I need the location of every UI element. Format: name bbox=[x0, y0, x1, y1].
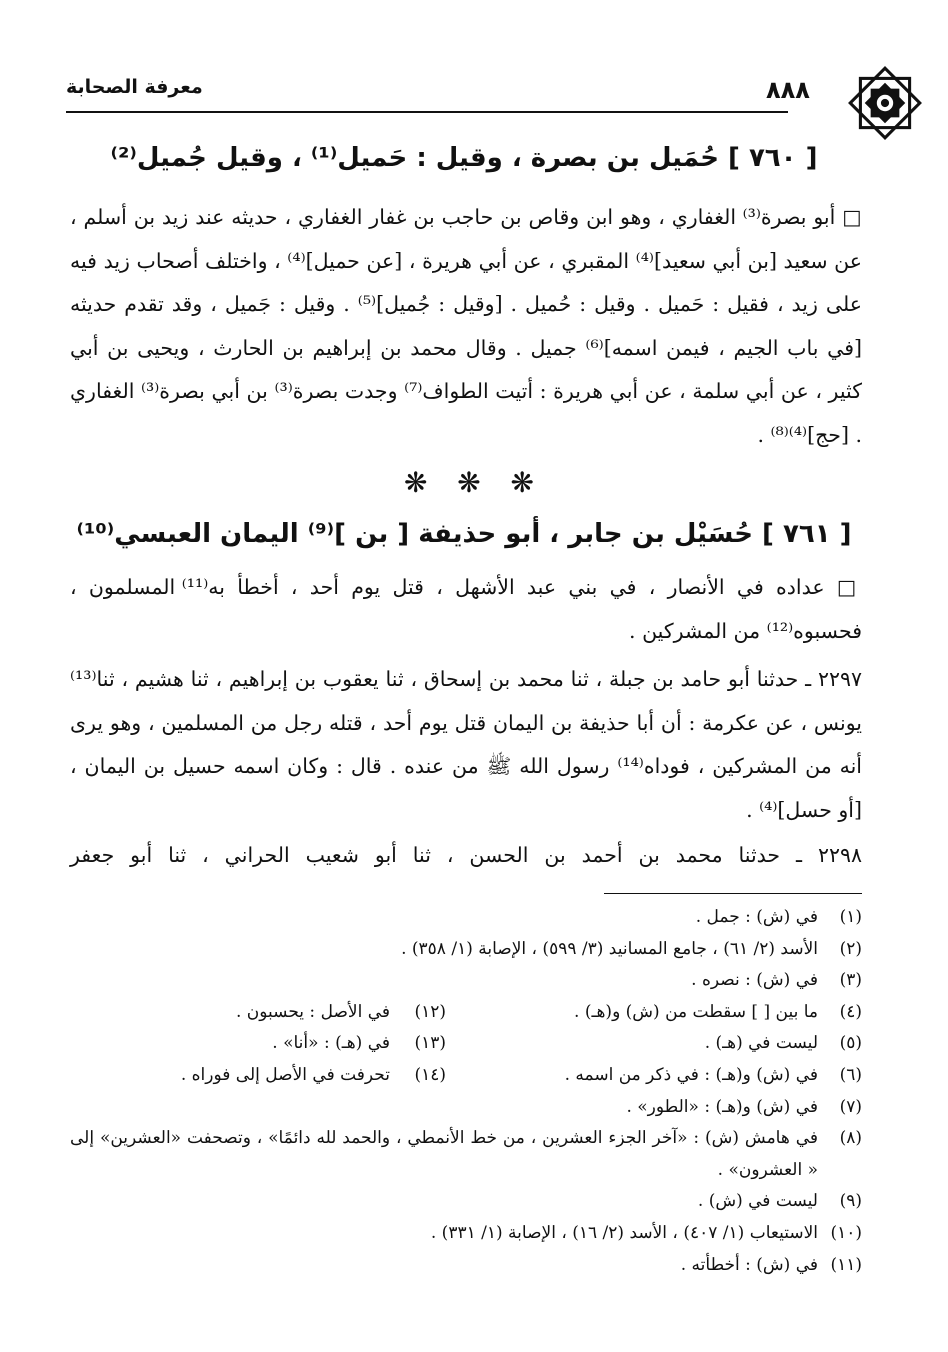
footnote: (١٠) الاستيعاب (١/ ٤٠٧) ، الأسد (٢/ ١٦) ، الإصابة (١/ ٣٣١) . bbox=[430, 1222, 862, 1243]
footnote-row: (٦) في (ش) و(هـ) : في ذكر من اسمه . (١٤) تحرفت في الأصل إلى فوراه . bbox=[70, 1060, 862, 1092]
entry-paragraph: □ عداده في الأنصار ، في بني عبد الأشهل ، قتل يوم أحد ، أخطأ به⁽¹¹⁾ المسلمون ، فحسبوه⁽¹²⁾ من المشركين . bbox=[70, 575, 862, 643]
footnote: في (ش) و(هـ) : في ذكر من اسمه . bbox=[564, 1064, 818, 1085]
footnote: ما بين [ ] سقطت من (ش) و(هـ) . bbox=[574, 1001, 818, 1022]
footnote: تحرفت في الأصل إلى فوراه . bbox=[180, 1064, 390, 1085]
entry-heading: [ ٧٦٠ ] حُمَيل بن بصرة ، وقيل : حَميل⁽¹⁾ ، وقيل جُميل⁽²⁾ bbox=[110, 143, 818, 173]
footnote: (٣) في (ش) : نصره . bbox=[691, 970, 862, 991]
running-title: معرفة الصحابة bbox=[66, 76, 203, 98]
ornament-icon bbox=[844, 62, 926, 144]
footnote-row: (٥) ليست في (هـ) . (١٣) في (هـ) : «أنا» . bbox=[70, 1028, 862, 1060]
page-number: ٨٨٨ bbox=[766, 76, 810, 104]
footnote-row: (٤) ما بين [ ] سقطت من (ش) و(هـ) . (١٢) في الأصل : يحسبون . bbox=[70, 997, 862, 1029]
footnote: في (هـ) : «أنا» . bbox=[272, 1033, 390, 1054]
page-header bbox=[66, 70, 878, 110]
hadith-paragraph: ٢٢٩٧ ـ حدثنا أبو حامد بن جبلة ، ثنا محمد بن إسحاق ، ثنا يعقوب بن إبراهيم ، ثنا هشيم ، ثنا⁽¹³⁾ يونس ، عن عكرمة : أن أبا حذيفة بن اليمان قتل يوم أحد ، قتله رجل من المسلمين ، وهو يرى أنه من المشركين ، فوداه⁽¹⁴⁾ رسول الله ﷺ من عنده . قال : وكان اسمه حسيل بن اليمان ، [أو حسل]⁽⁴⁾ . bbox=[70, 667, 862, 822]
footnote-rule bbox=[604, 893, 862, 894]
footnote: ليست في (هـ) . bbox=[704, 1033, 818, 1054]
footnote: (٨) في هامش (ش) : «آخر الجزء العشرين ، من خط الأنمطي ، والحمد لله دائمًا» ، وتصحفت «العشرين» إلى « العشرون» . bbox=[70, 1128, 862, 1180]
footnote: (١) في (ش) : جمل . bbox=[695, 907, 862, 927]
header-rule bbox=[66, 111, 788, 113]
hadith-paragraph: ٢٢٩٨ ـ حدثنا محمد بن أحمد بن الحسن ، ثنا أبو شعيب الحراني ، ثنا أبو جعفر bbox=[70, 843, 862, 867]
footnote: (١١) في (ش) : أخطأته . bbox=[680, 1254, 862, 1275]
footnote: (٧) في (ش) و(هـ) : «الطور» . bbox=[626, 1096, 862, 1117]
footnotes bbox=[70, 902, 862, 1281]
footnote: (٩) ليست في (ش) . bbox=[697, 1191, 862, 1212]
section-separator: ❋ ❋ ❋ bbox=[404, 466, 544, 499]
entry-heading: [ ٧٦١ ] حُسَيْل بن جابر ، أبو حذيفة [ بن ]⁽⁹⁾ اليمان العبسي⁽¹⁰⁾ bbox=[76, 519, 852, 549]
footnote: في الأصل : يحسبون . bbox=[235, 1001, 390, 1022]
footnote: (٢) الأسد (٢/ ٦١) ، جامع المسانيد (٣/ ٥٩٩) ، الإصابة (١/ ٣٥٨) . bbox=[401, 938, 862, 959]
entry-paragraph: □ أبو بصرة⁽³⁾ الغفاري ، وهو ابن وقاص بن حاجب بن غفار الغفاري ، حديثه عند زيد بن أسلم ، عن سعيد [بن أبي سعيد]⁽⁴⁾ المقبري ، عن أبي هريرة ، [عن حميل]⁽⁴⁾ ، واختلف أصحاب زيد فيه على زيد ، فقيل : حَميل . وقيل : حُميل . [وقيل : جُميل]⁽⁵⁾ . وقيل : جَميل ، وقد تقدم حديثه [في باب الجيم ، فيمن اسمه]⁽⁶⁾ جميل . وقال محمد بن إبراهيم بن الحارث ، ويحيى بن أبي كثير ، عن أبي سلمة ، عن أبي هريرة : أتيت الطواف⁽⁷⁾ وجدت بصرة⁽³⁾ بن أبي بصرة⁽³⁾ الغفاري . [حج]⁽⁴⁾⁽⁸⁾ . bbox=[70, 205, 863, 447]
